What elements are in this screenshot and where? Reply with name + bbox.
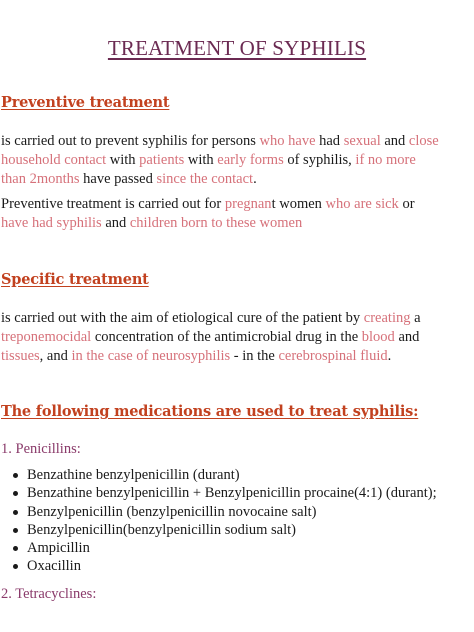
paragraph-line: is carried out to prevent syphilis for persons who have had sexual and close (1, 133, 439, 149)
paragraph-line: household contact with patients with early forms of syphilis, if no more (1, 152, 416, 168)
paragraph-line: tissues, and in the case of neurosyphilis - in the cerebrospinal fluid. (1, 348, 392, 364)
paragraph-line: treponemocidal concentration of the antimicrobial drug in the blood and (1, 329, 420, 345)
preventive-treatment-heading: Preventive treatment (1, 94, 170, 111)
list-item: Benzylpenicillin (benzylpenicillin novocaine salt) (27, 503, 474, 521)
penicillins-list (0, 466, 474, 576)
paragraph-line: have had syphilis and children born to these women (1, 215, 303, 231)
list-item: Benzylpenicillin(benzylpenicillin sodium salt) (27, 521, 474, 539)
list-item: Ampicillin (27, 539, 474, 557)
paragraph-line: Preventive treatment is carried out for pregnant women who are sick or (1, 196, 415, 212)
list-item: Benzathine benzylpenicillin (durant) (27, 466, 474, 484)
penicillins-subheading: 1. Penicillins: (1, 441, 81, 457)
list-item: Oxacillin (27, 557, 474, 575)
specific-paragraph (1, 309, 471, 366)
preventive-paragraph-2 (1, 195, 471, 233)
list-item: Benzathine benzylpenicillin + Benzylpenicillin procaine(4:1) (durant); (27, 484, 474, 502)
preventive-paragraph-1 (1, 132, 471, 189)
specific-treatment-heading: Specific treatment (1, 271, 149, 288)
medications-heading: The following medications are used to treat syphilis: (1, 403, 419, 420)
tetracyclines-subheading: 2. Tetracyclines: (1, 586, 97, 602)
paragraph-line: is carried out with the aim of etiological cure of the patient by creating a (1, 310, 421, 326)
paragraph-line: than 2months have passed since the contact. (1, 171, 257, 187)
page-title: TREATMENT OF SYPHILIS (107, 36, 367, 60)
